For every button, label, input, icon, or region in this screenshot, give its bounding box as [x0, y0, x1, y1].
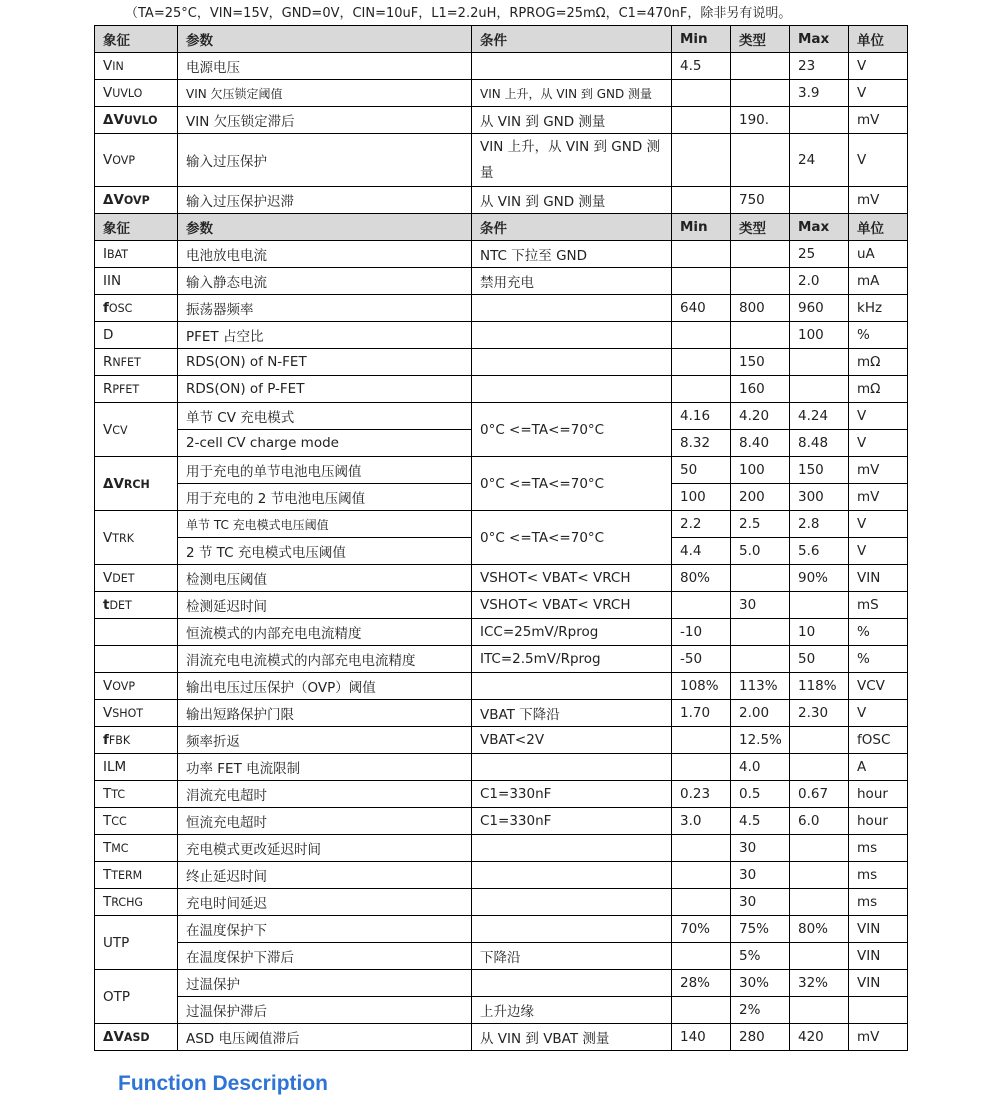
condition-cell: VBAT 下降沿: [472, 700, 672, 727]
unit-cell: VIN: [849, 565, 908, 592]
max-cell: [790, 107, 849, 134]
unit-cell: %: [849, 646, 908, 673]
parameter-cell: 用于充电的单节电池电压阈值: [178, 457, 472, 484]
max-cell: 150: [790, 457, 849, 484]
typ-cell: 5%: [731, 943, 790, 970]
parameter-cell: 电源电压: [178, 53, 472, 80]
unit-cell: V: [849, 53, 908, 80]
symbol-cell: ΔVRCH: [95, 457, 178, 511]
unit-cell: mS: [849, 592, 908, 619]
min-cell: [672, 187, 731, 214]
unit-cell: %: [849, 322, 908, 349]
parameter-cell: 恒流充电超时: [178, 808, 472, 835]
symbol-cell: [95, 646, 178, 673]
condition-cell: ICC=25mV/Rprog: [472, 619, 672, 646]
unit-cell: [849, 997, 908, 1024]
section-title: Function Description: [118, 1072, 328, 1095]
symbol-cell: VDET: [95, 565, 178, 592]
max-cell: 2.0: [790, 268, 849, 295]
table-row: [95, 646, 908, 673]
max-cell: [790, 187, 849, 214]
electrical-characteristics-table: [94, 25, 908, 1051]
header-parameter: 参数: [178, 214, 472, 241]
max-cell: 300: [790, 484, 849, 511]
typ-cell: [731, 80, 790, 107]
parameter-cell: 频率折返: [178, 727, 472, 754]
parameter-cell: 过温保护滞后: [178, 997, 472, 1024]
parameter-cell: 检测延迟时间: [178, 592, 472, 619]
typ-cell: 4.0: [731, 754, 790, 781]
unit-cell: mV: [849, 457, 908, 484]
symbol-cell: fOSC: [95, 295, 178, 322]
table-row: [95, 916, 908, 943]
min-cell: 2.2: [672, 511, 731, 538]
condition-cell: VSHOT< VBAT< VRCH: [472, 592, 672, 619]
unit-cell: V: [849, 403, 908, 430]
condition-cell: [472, 349, 672, 376]
header-symbol: 象征: [95, 214, 178, 241]
typ-cell: 2%: [731, 997, 790, 1024]
table-row: [95, 1024, 908, 1051]
typ-cell: [731, 53, 790, 80]
table-row: [95, 997, 908, 1024]
condition-cell: 从 VIN 到 GND 测量: [472, 187, 672, 214]
parameter-cell: 2 节 TC 充电模式电压阈值: [178, 538, 472, 565]
parameter-cell: 输入过压保护: [178, 134, 472, 187]
symbol-cell: ΔVOVP: [95, 187, 178, 214]
parameter-cell: ASD 电压阈值滞后: [178, 1024, 472, 1051]
typ-cell: [731, 646, 790, 673]
table-row: [95, 457, 908, 484]
parameter-cell: 涓流充电超时: [178, 781, 472, 808]
symbol-cell: VOVP: [95, 673, 178, 700]
parameter-cell: 功率 FET 电流限制: [178, 754, 472, 781]
table-row: [95, 187, 908, 214]
min-cell: [672, 241, 731, 268]
symbol-cell: ΔVASD: [95, 1024, 178, 1051]
condition-cell: VBAT<2V: [472, 727, 672, 754]
condition-cell: C1=330nF: [472, 781, 672, 808]
condition-cell: 从 VIN 到 GND 测量: [472, 107, 672, 134]
typ-cell: 200: [731, 484, 790, 511]
parameter-cell: 输出短路保护门限: [178, 700, 472, 727]
header-max: Max: [790, 26, 849, 53]
unit-cell: fOSC: [849, 727, 908, 754]
unit-cell: uA: [849, 241, 908, 268]
symbol-cell: OTP: [95, 970, 178, 1024]
unit-cell: V: [849, 80, 908, 107]
header-symbol: 象征: [95, 26, 178, 53]
typ-cell: 2.00: [731, 700, 790, 727]
typ-cell: 150: [731, 349, 790, 376]
unit-cell: V: [849, 700, 908, 727]
unit-cell: A: [849, 754, 908, 781]
symbol-cell: VUVLO: [95, 80, 178, 107]
table-row: [95, 349, 908, 376]
typ-cell: 30: [731, 889, 790, 916]
typ-cell: 160: [731, 376, 790, 403]
min-cell: [672, 376, 731, 403]
table-row: [95, 754, 908, 781]
max-cell: [790, 754, 849, 781]
typ-cell: [731, 241, 790, 268]
table-row: [95, 565, 908, 592]
unit-cell: V: [849, 538, 908, 565]
symbol-cell: TRCHG: [95, 889, 178, 916]
min-cell: [672, 835, 731, 862]
condition-cell: [472, 53, 672, 80]
header-min: Min: [672, 26, 731, 53]
table-header-row: [95, 214, 908, 241]
typ-cell: 4.5: [731, 808, 790, 835]
min-cell: 100: [672, 484, 731, 511]
typ-cell: [731, 619, 790, 646]
unit-cell: hour: [849, 781, 908, 808]
typ-cell: [731, 565, 790, 592]
condition-cell: [472, 376, 672, 403]
min-cell: 1.70: [672, 700, 731, 727]
min-cell: [672, 107, 731, 134]
max-cell: 100: [790, 322, 849, 349]
max-cell: 420: [790, 1024, 849, 1051]
table-row: [95, 295, 908, 322]
max-cell: 25: [790, 241, 849, 268]
header-unit: 单位: [849, 26, 908, 53]
table-row: [95, 889, 908, 916]
table-row: [95, 862, 908, 889]
table-row: [95, 592, 908, 619]
max-cell: 4.24: [790, 403, 849, 430]
min-cell: [672, 943, 731, 970]
parameter-cell: 在温度保护下: [178, 916, 472, 943]
typ-cell: [731, 322, 790, 349]
typ-cell: 30: [731, 592, 790, 619]
condition-cell: 从 VIN 到 VBAT 测量: [472, 1024, 672, 1051]
max-cell: 2.8: [790, 511, 849, 538]
min-cell: [672, 592, 731, 619]
max-cell: 118%: [790, 673, 849, 700]
parameter-cell: RDS(ON) of N-FET: [178, 349, 472, 376]
max-cell: 90%: [790, 565, 849, 592]
min-cell: [672, 727, 731, 754]
min-cell: [672, 134, 731, 187]
max-cell: 23: [790, 53, 849, 80]
symbol-cell: VTRK: [95, 511, 178, 565]
min-cell: [672, 322, 731, 349]
condition-cell: VIN 上升，从 VIN 到 GND 测量: [472, 80, 672, 107]
min-cell: [672, 862, 731, 889]
min-cell: 4.4: [672, 538, 731, 565]
unit-cell: mΩ: [849, 349, 908, 376]
symbol-cell: IIN: [95, 268, 178, 295]
symbol-cell: [95, 619, 178, 646]
condition-cell: C1=330nF: [472, 808, 672, 835]
min-cell: 4.16: [672, 403, 731, 430]
max-cell: 3.9: [790, 80, 849, 107]
symbol-cell: IBAT: [95, 241, 178, 268]
unit-cell: mA: [849, 268, 908, 295]
max-cell: 10: [790, 619, 849, 646]
min-cell: 8.32: [672, 430, 731, 457]
parameter-cell: RDS(ON) of P-FET: [178, 376, 472, 403]
min-cell: [672, 889, 731, 916]
condition-cell: [472, 862, 672, 889]
max-cell: 960: [790, 295, 849, 322]
parameter-cell: 终止延迟时间: [178, 862, 472, 889]
min-cell: [672, 80, 731, 107]
unit-cell: mV: [849, 1024, 908, 1051]
table-row: [95, 322, 908, 349]
parameter-cell: 充电模式更改延迟时间: [178, 835, 472, 862]
table-row: [95, 80, 908, 107]
unit-cell: %: [849, 619, 908, 646]
header-max: Max: [790, 214, 849, 241]
parameter-cell: 过温保护: [178, 970, 472, 997]
min-cell: 640: [672, 295, 731, 322]
condition-cell: [472, 835, 672, 862]
header-parameter: 参数: [178, 26, 472, 53]
parameter-cell: 输入静态电流: [178, 268, 472, 295]
table-row: [95, 241, 908, 268]
max-cell: 50: [790, 646, 849, 673]
typ-cell: 30: [731, 835, 790, 862]
typ-cell: 5.0: [731, 538, 790, 565]
min-cell: [672, 268, 731, 295]
min-cell: 3.0: [672, 808, 731, 835]
min-cell: 50: [672, 457, 731, 484]
unit-cell: ms: [849, 835, 908, 862]
unit-cell: VIN: [849, 916, 908, 943]
typ-cell: [731, 268, 790, 295]
typ-cell: 280: [731, 1024, 790, 1051]
unit-cell: VIN: [849, 970, 908, 997]
max-cell: [790, 727, 849, 754]
condition-cell: 0°C <=TA<=70°C: [472, 457, 672, 511]
typ-cell: 2.5: [731, 511, 790, 538]
unit-cell: mΩ: [849, 376, 908, 403]
max-cell: 32%: [790, 970, 849, 997]
symbol-cell: fFBK: [95, 727, 178, 754]
max-cell: [790, 862, 849, 889]
typ-cell: 8.40: [731, 430, 790, 457]
condition-cell: [472, 322, 672, 349]
min-cell: 80%: [672, 565, 731, 592]
table-row: [95, 970, 908, 997]
unit-cell: mV: [849, 107, 908, 134]
unit-cell: hour: [849, 808, 908, 835]
header-typ: 类型: [731, 26, 790, 53]
parameter-cell: VIN 欠压锁定滞后: [178, 107, 472, 134]
unit-cell: V: [849, 134, 908, 187]
condition-cell: [472, 970, 672, 997]
typ-cell: 100: [731, 457, 790, 484]
typ-cell: 30: [731, 862, 790, 889]
max-cell: [790, 349, 849, 376]
header-min: Min: [672, 214, 731, 241]
typ-cell: 800: [731, 295, 790, 322]
max-cell: [790, 997, 849, 1024]
condition-cell: ITC=2.5mV/Rprog: [472, 646, 672, 673]
table-row: [95, 835, 908, 862]
symbol-cell: TCC: [95, 808, 178, 835]
typ-cell: 30%: [731, 970, 790, 997]
header-typ: 类型: [731, 214, 790, 241]
max-cell: 6.0: [790, 808, 849, 835]
symbol-cell: ILM: [95, 754, 178, 781]
parameter-cell: 涓流充电电流模式的内部充电电流精度: [178, 646, 472, 673]
header-condition: 条件: [472, 26, 672, 53]
symbol-cell: UTP: [95, 916, 178, 970]
unit-cell: ms: [849, 862, 908, 889]
table-row: [95, 781, 908, 808]
parameter-cell: 单节 CV 充电模式: [178, 403, 472, 430]
max-cell: [790, 835, 849, 862]
typ-cell: 4.20: [731, 403, 790, 430]
symbol-cell: D: [95, 322, 178, 349]
symbol-cell: VIN: [95, 53, 178, 80]
header-unit: 单位: [849, 214, 908, 241]
condition-cell: [472, 916, 672, 943]
typ-cell: 190.: [731, 107, 790, 134]
min-cell: 108%: [672, 673, 731, 700]
symbol-cell: TMC: [95, 835, 178, 862]
min-cell: 140: [672, 1024, 731, 1051]
condition-cell: 0°C <=TA<=70°C: [472, 403, 672, 457]
unit-cell: ms: [849, 889, 908, 916]
unit-cell: V: [849, 430, 908, 457]
condition-cell: [472, 673, 672, 700]
table-row: [95, 727, 908, 754]
min-cell: [672, 997, 731, 1024]
condition-cell: 下降沿: [472, 943, 672, 970]
table-row: [95, 53, 908, 80]
parameter-cell: 用于充电的 2 节电池电压阈值: [178, 484, 472, 511]
table-row: [95, 107, 908, 134]
symbol-cell: VCV: [95, 403, 178, 457]
typ-cell: 12.5%: [731, 727, 790, 754]
table-row: [95, 134, 908, 187]
symbol-cell: VSHOT: [95, 700, 178, 727]
condition-cell: 上升边缘: [472, 997, 672, 1024]
condition-cell: [472, 295, 672, 322]
parameter-cell: PFET 占空比: [178, 322, 472, 349]
parameter-cell: 输出电压过压保护（OVP）阈值: [178, 673, 472, 700]
typ-cell: 75%: [731, 916, 790, 943]
max-cell: 5.6: [790, 538, 849, 565]
parameter-cell: 检测电压阈值: [178, 565, 472, 592]
min-cell: 28%: [672, 970, 731, 997]
min-cell: [672, 349, 731, 376]
symbol-cell: RNFET: [95, 349, 178, 376]
parameter-cell: 2-cell CV charge mode: [178, 430, 472, 457]
parameter-cell: 单节 TC 充电模式电压阈值: [178, 511, 472, 538]
unit-cell: VIN: [849, 943, 908, 970]
typ-cell: [731, 134, 790, 187]
table-row: [95, 619, 908, 646]
condition-cell: 0°C <=TA<=70°C: [472, 511, 672, 565]
parameter-cell: 在温度保护下滞后: [178, 943, 472, 970]
max-cell: 24: [790, 134, 849, 187]
table-row: [95, 808, 908, 835]
unit-cell: mV: [849, 484, 908, 511]
symbol-cell: RPFET: [95, 376, 178, 403]
unit-cell: VCV: [849, 673, 908, 700]
condition-cell: VIN 上升，从 VIN 到 GND 测量: [472, 134, 672, 187]
parameter-cell: VIN 欠压锁定阈值: [178, 80, 472, 107]
table-row: [95, 943, 908, 970]
table-row: [95, 268, 908, 295]
max-cell: 80%: [790, 916, 849, 943]
min-cell: 4.5: [672, 53, 731, 80]
min-cell: [672, 754, 731, 781]
max-cell: [790, 376, 849, 403]
typ-cell: 0.5: [731, 781, 790, 808]
symbol-cell: VOVP: [95, 134, 178, 187]
unit-cell: V: [849, 511, 908, 538]
max-cell: 8.48: [790, 430, 849, 457]
parameter-cell: 输入过压保护迟滞: [178, 187, 472, 214]
max-cell: 0.67: [790, 781, 849, 808]
typ-cell: 750: [731, 187, 790, 214]
table-row: [95, 403, 908, 430]
max-cell: [790, 592, 849, 619]
parameter-cell: 振荡器频率: [178, 295, 472, 322]
max-cell: [790, 889, 849, 916]
parameter-cell: 充电时间延迟: [178, 889, 472, 916]
parameter-cell: 电池放电电流: [178, 241, 472, 268]
table-row: [95, 700, 908, 727]
parameter-cell: 恒流模式的内部充电电流精度: [178, 619, 472, 646]
test-conditions: （TA=25°C，VIN=15V，GND=0V，CIN=10uF，L1=2.2uH，RPROG=25mΩ，C1=470nF，除非另有说明。: [125, 6, 792, 21]
symbol-cell: tDET: [95, 592, 178, 619]
typ-cell: 113%: [731, 673, 790, 700]
condition-cell: [472, 754, 672, 781]
max-cell: [790, 943, 849, 970]
max-cell: 2.30: [790, 700, 849, 727]
unit-cell: kHz: [849, 295, 908, 322]
min-cell: -10: [672, 619, 731, 646]
condition-cell: 禁用充电: [472, 268, 672, 295]
table-header-row: [95, 26, 908, 53]
table-row: [95, 673, 908, 700]
header-condition: 条件: [472, 214, 672, 241]
table-row: [95, 376, 908, 403]
min-cell: -50: [672, 646, 731, 673]
condition-cell: VSHOT< VBAT< VRCH: [472, 565, 672, 592]
condition-cell: [472, 889, 672, 916]
min-cell: 70%: [672, 916, 731, 943]
unit-cell: mV: [849, 187, 908, 214]
condition-cell: NTC 下拉至 GND: [472, 241, 672, 268]
symbol-cell: TTERM: [95, 862, 178, 889]
table-row: [95, 511, 908, 538]
symbol-cell: ΔVUVLO: [95, 107, 178, 134]
symbol-cell: TTC: [95, 781, 178, 808]
min-cell: 0.23: [672, 781, 731, 808]
